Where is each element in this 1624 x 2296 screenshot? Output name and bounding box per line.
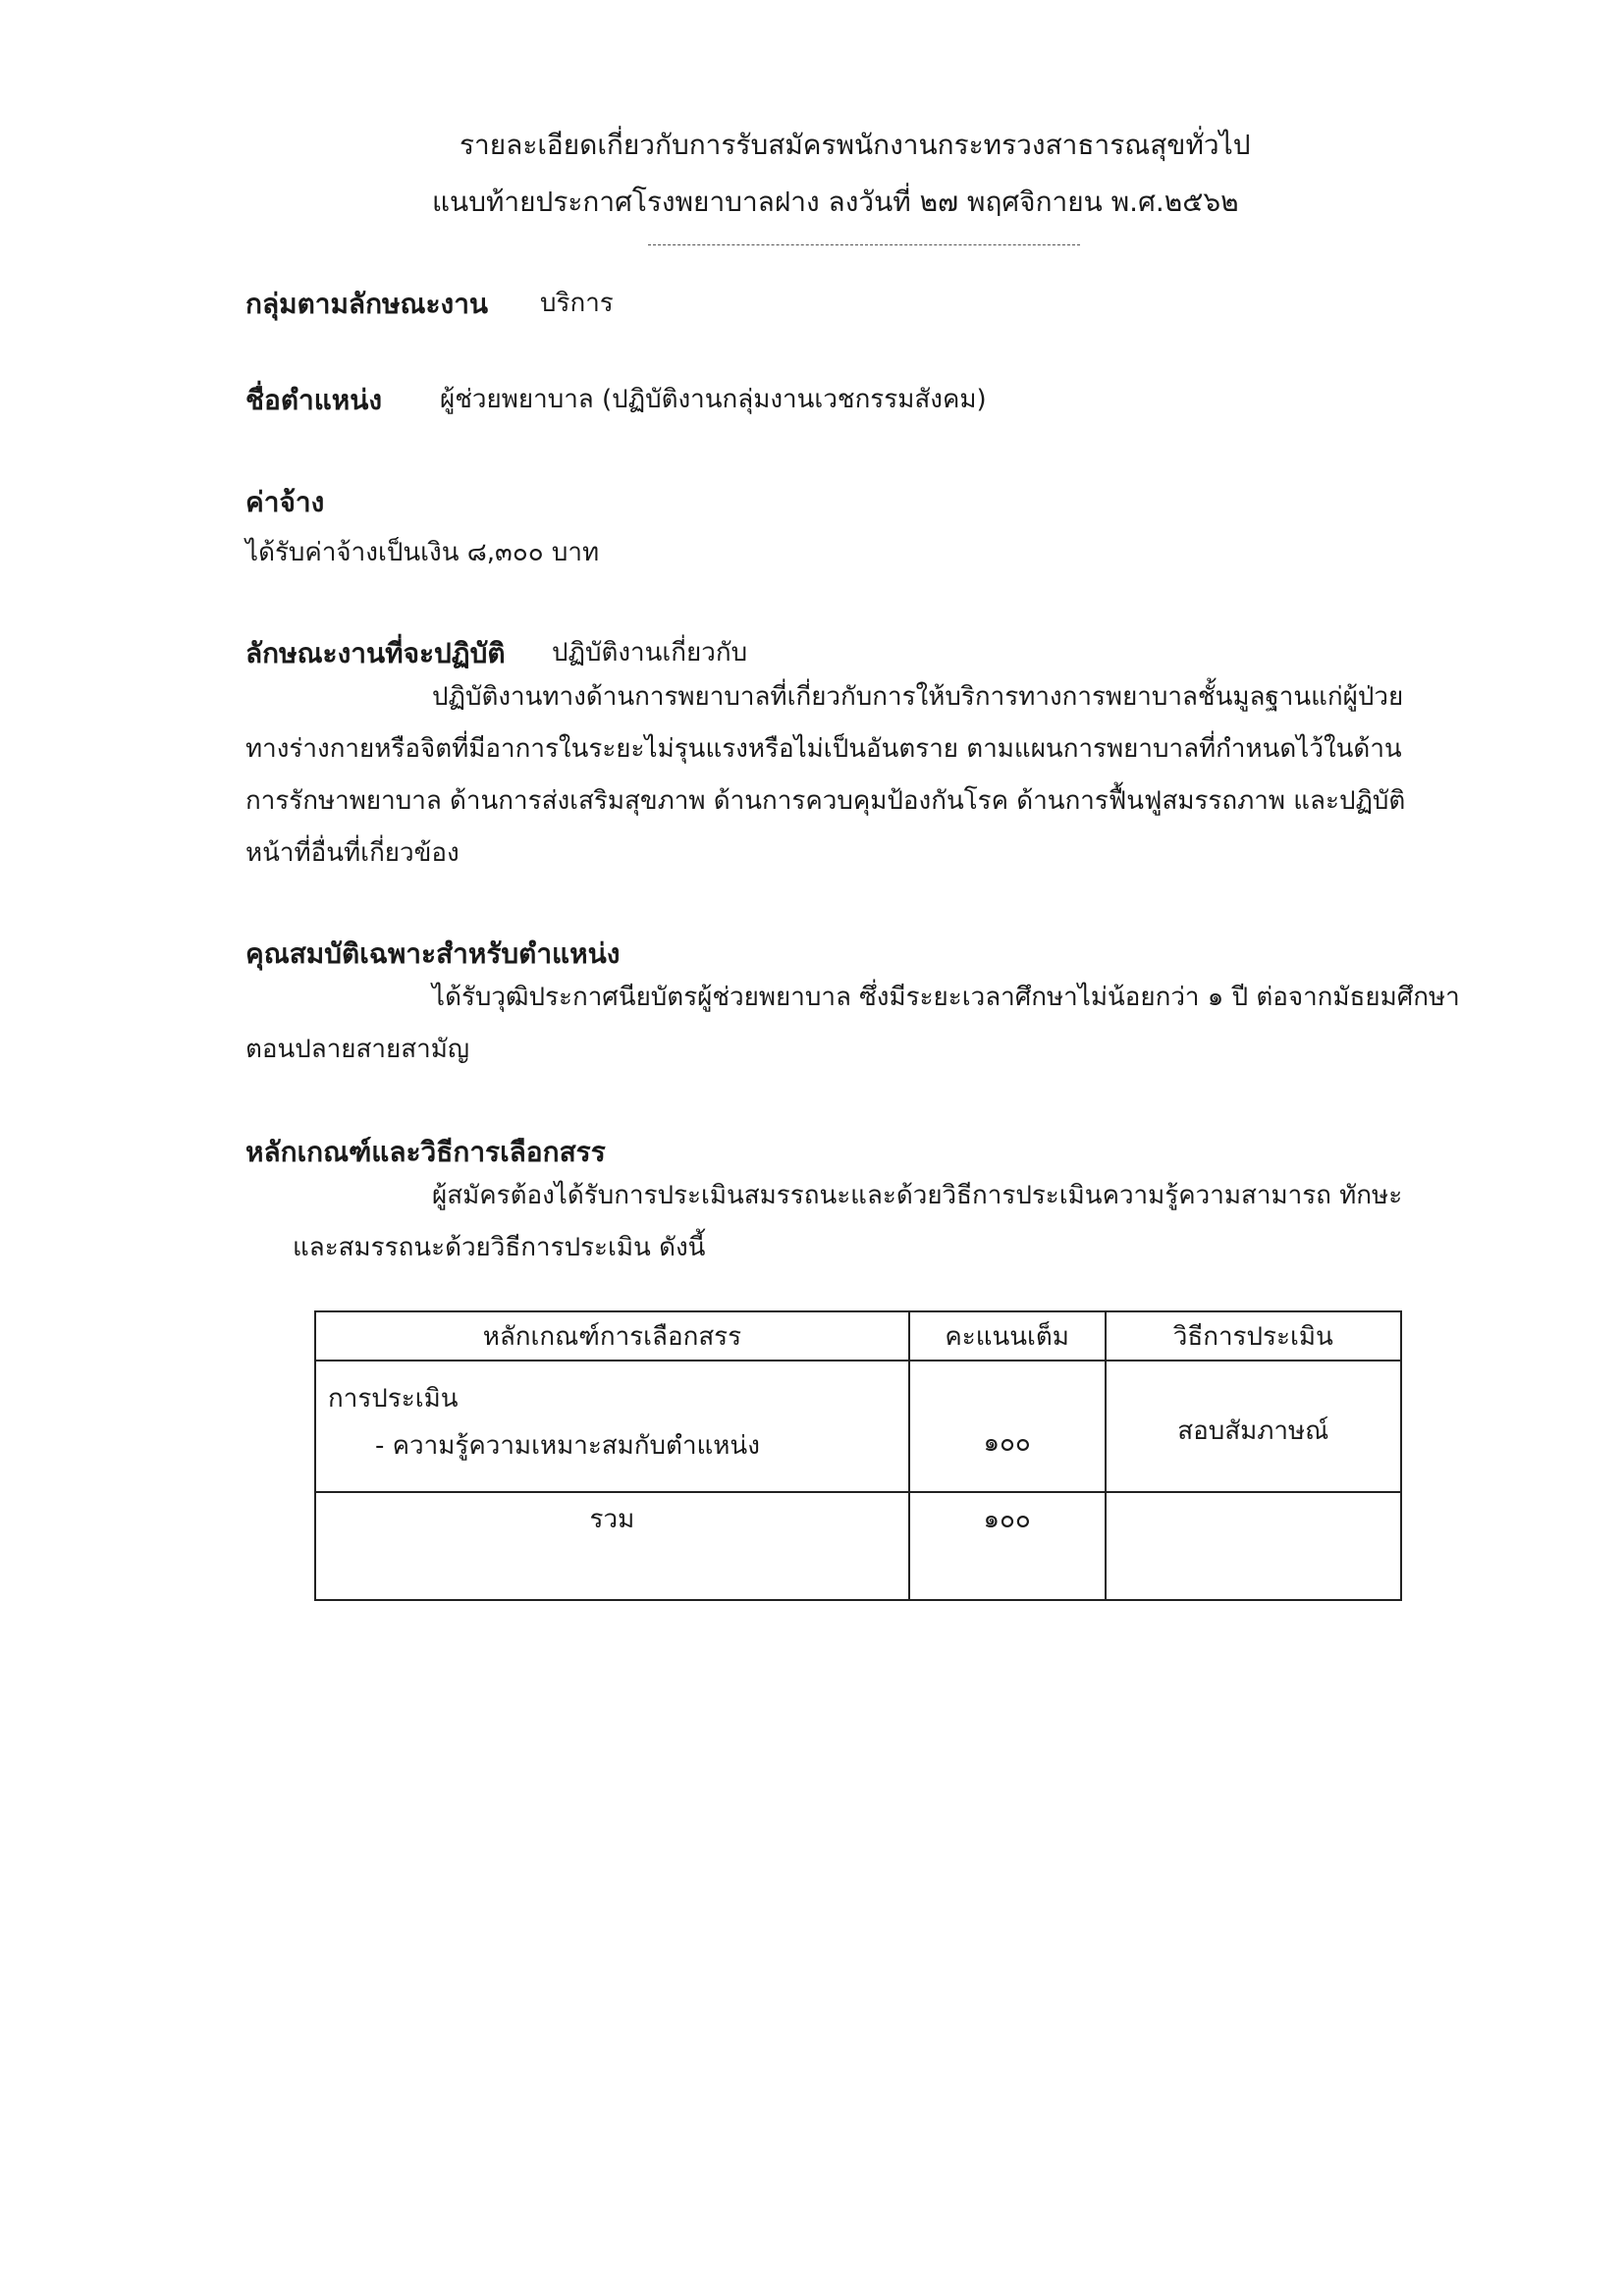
criteria-section: การประเมิน [328, 1384, 459, 1414]
method-cell: สอบสัมภาษณ์ [1106, 1361, 1402, 1492]
qualifications-line: ได้รับวุฒิประกาศนียบัตรผู้ช่วยพยาบาล ซึ่งมีระยะเวลาศึกษาไม่น้อยกว่า ๑ ปี ต่อจากมัธยมศึกษา [432, 983, 1460, 1012]
duties-paragraph [245, 671, 1405, 880]
duties-intro: ปฏิบัติงานเกี่ยวกับ [552, 638, 748, 667]
wage-label: ค่าจ้าง [245, 486, 325, 518]
header-full-score: คะแนนเต็ม [909, 1311, 1106, 1361]
table-header-row [315, 1311, 1401, 1361]
duties-line: ทางร่างกายหรือจิตที่มีอาการในระยะไม่รุนแรงหรือไม่เป็นอันตราย ตามแผนการพยาบาลที่กำหนดไว้ในด้าน [245, 734, 1402, 764]
document-subtitle: แนบท้ายประกาศโรงพยาบาลฝาง ลงวันที่ ๒๗ พฤศจิกายน พ.ศ.๒๕๖๒ [432, 186, 1239, 218]
criteria-cell [315, 1361, 909, 1492]
criteria-table [314, 1310, 1402, 1601]
table-total-row [315, 1492, 1401, 1600]
total-label-cell: รวม [315, 1492, 909, 1600]
position-label: ชื่อตำแหน่ง [245, 384, 383, 416]
wage-text: ได้รับค่าจ้างเป็นเงิน ๘,๓๐๐ บาท [245, 538, 600, 567]
title-divider [648, 244, 1080, 245]
selection-line: ผู้สมัครต้องได้รับการประเมินสมรรถนะและด้วยวิธีการประเมินความรู้ความสามารถ ทักษะ [432, 1181, 1403, 1210]
qualifications-line: ตอนปลายสายสามัญ [245, 1035, 470, 1064]
duties-line: หน้าที่อื่นที่เกี่ยวข้อง [245, 838, 460, 868]
group-label: กลุ่มตามลักษณะงาน [245, 288, 489, 320]
duties-label: ลักษณะงานที่จะปฏิบัติ [245, 637, 506, 669]
position-value: ผู้ช่วยพยาบาล (ปฏิบัติงานกลุ่มงานเวชกรรมสังคม) [440, 385, 987, 414]
duties-line: ปฏิบัติงานทางด้านการพยาบาลที่เกี่ยวกับการให้บริการทางการพยาบาลชั้นมูลฐานแก่ผู้ป่วย [432, 682, 1404, 712]
header-method: วิธีการประเมิน [1106, 1311, 1402, 1361]
total-method-cell [1106, 1492, 1402, 1600]
total-score-cell: ๑๐๐ [909, 1492, 1106, 1600]
selection-line: และสมรรถนะด้วยวิธีการประเมิน ดังนี้ [293, 1233, 706, 1262]
header-criteria: หลักเกณฑ์การเลือกสรร [315, 1311, 909, 1361]
score-cell: ๑๐๐ [909, 1361, 1106, 1492]
qualifications-paragraph [245, 972, 1460, 1076]
qualifications-label: คุณสมบัติเฉพาะสำหรับตำแหน่ง [245, 937, 621, 970]
duties-line: การรักษาพยาบาล ด้านการส่งเสริมสุขภาพ ด้านการควบคุมป้องกันโรค ด้านการฟื้นฟูสมรรถภาพ และปฏิบัติ [245, 786, 1406, 816]
group-value: บริการ [540, 289, 614, 318]
criteria-item: - ความรู้ความเหมาะสมกับตำแหน่ง [375, 1431, 760, 1461]
selection-label: หลักเกณฑ์และวิธีการเลือกสรร [245, 1136, 606, 1168]
table-row [315, 1361, 1401, 1492]
selection-paragraph [245, 1170, 1402, 1274]
document-title: รายละเอียดเกี่ยวกับการรับสมัครพนักงานกระทรวงสาธารณสุขทั่วไป [460, 129, 1251, 161]
